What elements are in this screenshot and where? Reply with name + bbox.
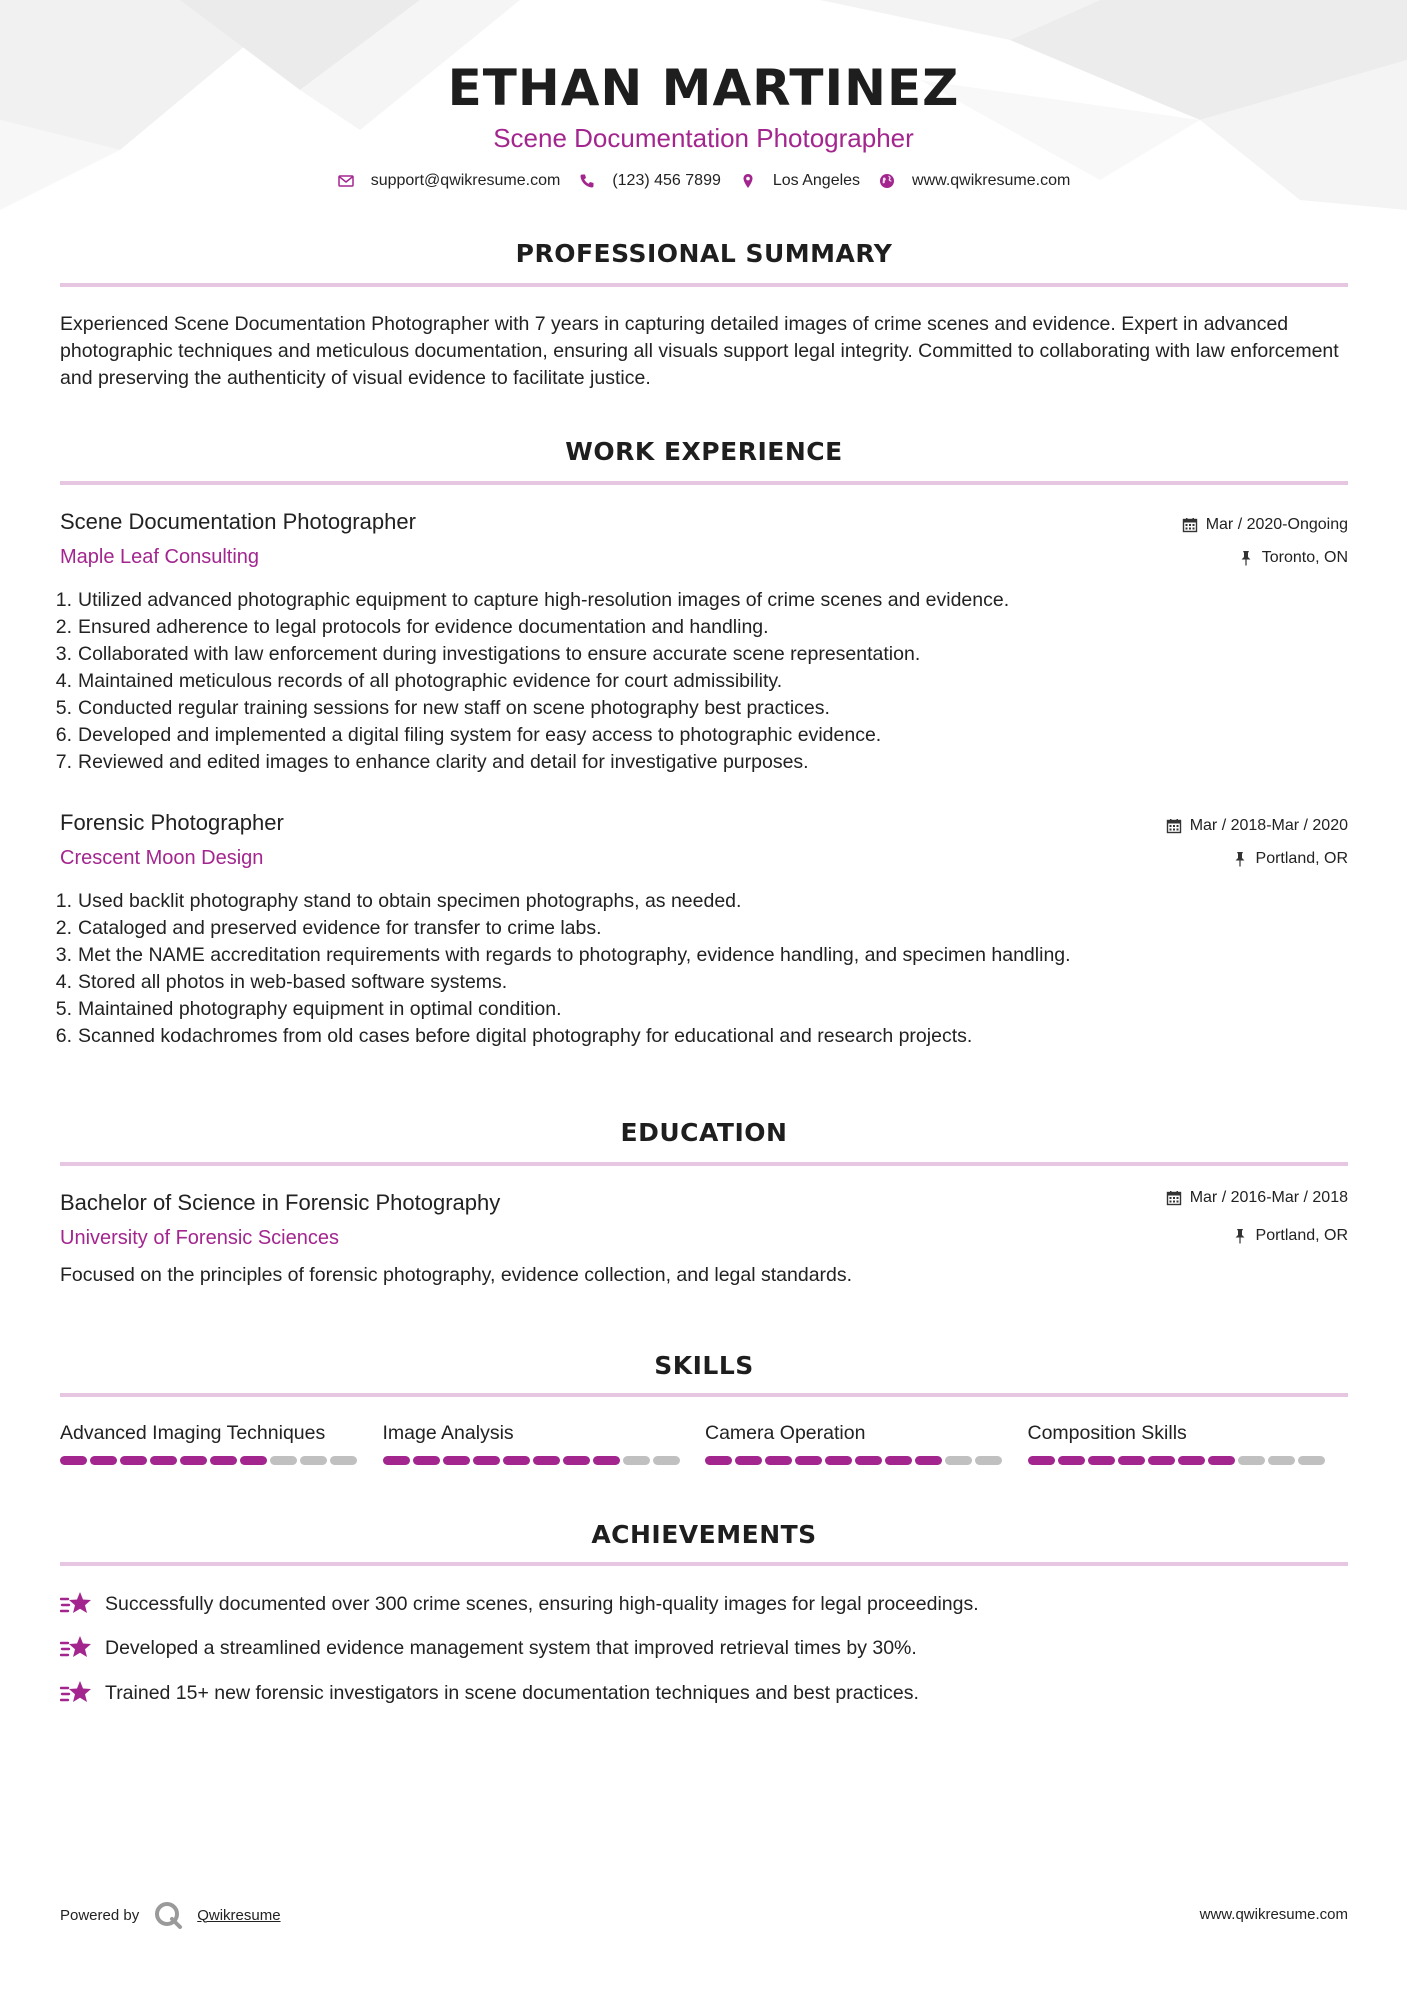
envelope-icon xyxy=(337,172,355,190)
achievements-heading: ACHIEVEMENTS xyxy=(591,1520,817,1549)
skill-segment-empty xyxy=(945,1456,972,1465)
skill-segment-filled xyxy=(855,1456,882,1465)
skill-item xyxy=(705,1421,1028,1465)
qwikresume-logo-icon xyxy=(153,1900,183,1930)
list-item: 5. Conducted regular training sessions for new staff on scene photography best practices. xyxy=(55,697,830,719)
skill-segment-filled xyxy=(240,1456,267,1465)
achievement-text: Successfully documented over 300 crime scenes, ensuring high-quality images for legal proceedings. xyxy=(105,1592,979,1615)
skill-segment-empty xyxy=(975,1456,1002,1465)
achievement-text: Trained 15+ new forensic investigators in scene documentation techniques and best practices. xyxy=(105,1681,919,1704)
summary-divider xyxy=(60,283,1348,287)
shooting-star-icon xyxy=(60,1634,92,1662)
skill-segment-filled xyxy=(180,1456,207,1465)
skill-segment-empty xyxy=(330,1456,357,1465)
list-item: 2. Ensured adherence to legal protocols for evidence documentation and handling. xyxy=(55,616,769,638)
job-dates-text: Mar / 2020-Ongoing xyxy=(1205,516,1348,533)
contact-email[interactable] xyxy=(337,172,561,190)
skill-segment-filled xyxy=(533,1456,560,1465)
skill-name: Advanced Imaging Techniques xyxy=(60,1422,326,1444)
shooting-star-icon xyxy=(60,1679,92,1707)
skill-segment-filled xyxy=(1118,1456,1145,1465)
skill-segment-filled xyxy=(563,1456,590,1465)
list-item: 4. Maintained meticulous records of all photographic evidence for court admissibility. xyxy=(55,670,783,692)
summary-text: Experienced Scene Documentation Photographer with 7 years in capturing detailed images of crime scenes and evidence. Expert in advanced photographic techniques and meticulous documentation, ensuring all visuals support legal integrity. Committed to collaborating with law enforcement and preserving the authenticity of visual evidence to facilitate justice. xyxy=(60,313,1339,389)
skills-list xyxy=(60,1421,1350,1465)
degree-title: Bachelor of Science in Forensic Photography xyxy=(60,1190,501,1215)
skill-segment-filled xyxy=(705,1456,732,1465)
list-item: 3. Collaborated with law enforcement during investigations to ensure accurate scene representation. xyxy=(55,643,921,665)
achievements-divider xyxy=(60,1562,1348,1566)
powered-by-label: Powered by xyxy=(60,1906,140,1924)
list-item: 4. Stored all photos in web-based software systems. xyxy=(55,971,508,993)
list-item: 1. Used backlit photography stand to obtain specimen photographs, as needed. xyxy=(55,890,742,912)
skill-item xyxy=(60,1421,383,1465)
calendar-icon xyxy=(1166,1190,1182,1206)
footer-website-link[interactable]: www.qwikresume.com xyxy=(1199,1906,1348,1923)
pushpin-icon xyxy=(1238,550,1254,566)
list-item: 3. Met the NAME accreditation requirements with regards to photography, evidence handling, and specimen handling. xyxy=(55,944,1071,966)
map-pin-icon xyxy=(739,172,757,190)
job-location xyxy=(1238,549,1348,567)
job-location-text: Portland, OR xyxy=(1255,850,1348,867)
skill-segment-filled xyxy=(210,1456,237,1465)
education-dates xyxy=(1166,1189,1348,1207)
contact-bar xyxy=(0,172,1407,190)
skill-segment-empty xyxy=(1268,1456,1295,1465)
skill-segment-empty xyxy=(300,1456,327,1465)
calendar-icon xyxy=(1166,818,1182,834)
list-item: 2. Cataloged and preserved evidence for transfer to crime labs. xyxy=(55,917,602,939)
skill-segment-filled xyxy=(443,1456,470,1465)
job-dates xyxy=(1166,817,1348,835)
website-text: www.qwikresume.com xyxy=(912,172,1071,189)
job-title: Scene Documentation Photographer xyxy=(60,509,416,534)
skill-segment-filled xyxy=(60,1456,87,1465)
skill-segment-filled xyxy=(120,1456,147,1465)
school-name: University of Forensic Sciences xyxy=(60,1227,339,1249)
skill-segment-empty xyxy=(1238,1456,1265,1465)
skill-segment-filled xyxy=(915,1456,942,1465)
skill-segment-filled xyxy=(150,1456,177,1465)
job-location xyxy=(1232,850,1348,868)
skill-segment-filled xyxy=(885,1456,912,1465)
skill-segment-empty xyxy=(1298,1456,1325,1465)
job-responsibilities xyxy=(52,888,1252,1050)
skill-segment-filled xyxy=(765,1456,792,1465)
job-dates-text: Mar / 2018-Mar / 2020 xyxy=(1189,817,1348,834)
skill-segment-filled xyxy=(90,1456,117,1465)
skill-segment-filled xyxy=(383,1456,410,1465)
skills-heading: SKILLS xyxy=(654,1351,754,1380)
list-item: 1. Utilized advanced photographic equipment to capture high-resolution images of crime scenes and evidence. xyxy=(55,589,1010,611)
experience-divider xyxy=(60,481,1348,485)
education-heading: EDUCATION xyxy=(620,1118,788,1147)
skill-item xyxy=(383,1421,706,1465)
skill-name: Composition Skills xyxy=(1027,1422,1187,1444)
contact-location xyxy=(739,172,860,190)
job-company: Maple Leaf Consulting xyxy=(60,546,260,568)
summary-heading: PROFESSIONAL SUMMARY xyxy=(515,239,893,268)
list-item: 7. Reviewed and edited images to enhance clarity and detail for investigative purposes. xyxy=(55,751,809,773)
pushpin-icon xyxy=(1232,1228,1248,1244)
globe-icon xyxy=(878,172,896,190)
job-company: Crescent Moon Design xyxy=(60,847,264,869)
skill-segment-filled xyxy=(1088,1456,1115,1465)
shooting-star-icon xyxy=(60,1590,92,1618)
skill-segment-filled xyxy=(1178,1456,1205,1465)
skills-divider xyxy=(60,1393,1348,1397)
contact-website[interactable] xyxy=(878,172,1070,190)
skill-name: Camera Operation xyxy=(705,1422,866,1444)
skill-segment-empty xyxy=(270,1456,297,1465)
experience-heading: WORK EXPERIENCE xyxy=(565,437,843,466)
contact-phone[interactable] xyxy=(578,172,721,190)
skill-segment-filled xyxy=(593,1456,620,1465)
skill-segment-filled xyxy=(1208,1456,1235,1465)
skill-segment-filled xyxy=(473,1456,500,1465)
skill-segment-filled xyxy=(735,1456,762,1465)
list-item: 6. Scanned kodachromes from old cases before digital photography for educational and research projects. xyxy=(55,1025,973,1047)
skill-level-bar xyxy=(1028,1456,1351,1465)
job-dates xyxy=(1182,516,1348,534)
candidate-name: ETHAN MARTINEZ xyxy=(447,59,960,117)
achievement-item xyxy=(60,1590,979,1618)
phone-icon xyxy=(578,172,596,190)
education-dates-text: Mar / 2016-Mar / 2018 xyxy=(1189,1189,1348,1206)
location-text: Los Angeles xyxy=(772,172,861,189)
education-location xyxy=(1232,1227,1348,1245)
job-location-text: Toronto, ON xyxy=(1261,549,1348,566)
resume-header xyxy=(0,58,1407,154)
qwikresume-link[interactable]: Qwikresume xyxy=(197,1906,281,1924)
skill-level-bar xyxy=(383,1456,706,1465)
achievement-item xyxy=(60,1634,917,1662)
education-divider xyxy=(60,1162,1348,1166)
phone-text: (123) 456 7899 xyxy=(612,172,721,189)
skill-segment-filled xyxy=(413,1456,440,1465)
pushpin-icon xyxy=(1232,851,1248,867)
achievement-text: Developed a streamlined evidence management system that improved retrieval times by 30%. xyxy=(105,1636,917,1659)
skill-item xyxy=(1028,1421,1351,1465)
job-title: Forensic Photographer xyxy=(60,810,284,835)
skill-segment-filled xyxy=(825,1456,852,1465)
footer-powered-by xyxy=(60,1900,281,1930)
job-responsibilities xyxy=(52,587,1252,776)
list-item: 6. Developed and implemented a digital filing system for easy access to photographic evidence. xyxy=(55,724,882,746)
education-location-text: Portland, OR xyxy=(1255,1227,1348,1244)
achievement-item xyxy=(60,1679,919,1707)
skill-name: Image Analysis xyxy=(382,1422,514,1444)
skill-segment-filled xyxy=(1028,1456,1055,1465)
email-text: support@qwikresume.com xyxy=(370,172,561,189)
skill-level-bar xyxy=(705,1456,1028,1465)
skill-segment-filled xyxy=(1058,1456,1085,1465)
calendar-icon xyxy=(1182,517,1198,533)
skill-segment-filled xyxy=(1148,1456,1175,1465)
skill-segment-filled xyxy=(503,1456,530,1465)
list-item: 5. Maintained photography equipment in optimal condition. xyxy=(55,998,562,1020)
skill-level-bar xyxy=(60,1456,383,1465)
skill-segment-empty xyxy=(623,1456,650,1465)
education-description: Focused on the principles of forensic photography, evidence collection, and legal standards. xyxy=(60,1264,853,1286)
skill-segment-filled xyxy=(795,1456,822,1465)
skill-segment-empty xyxy=(653,1456,680,1465)
candidate-role: Scene Documentation Photographer xyxy=(493,123,914,153)
